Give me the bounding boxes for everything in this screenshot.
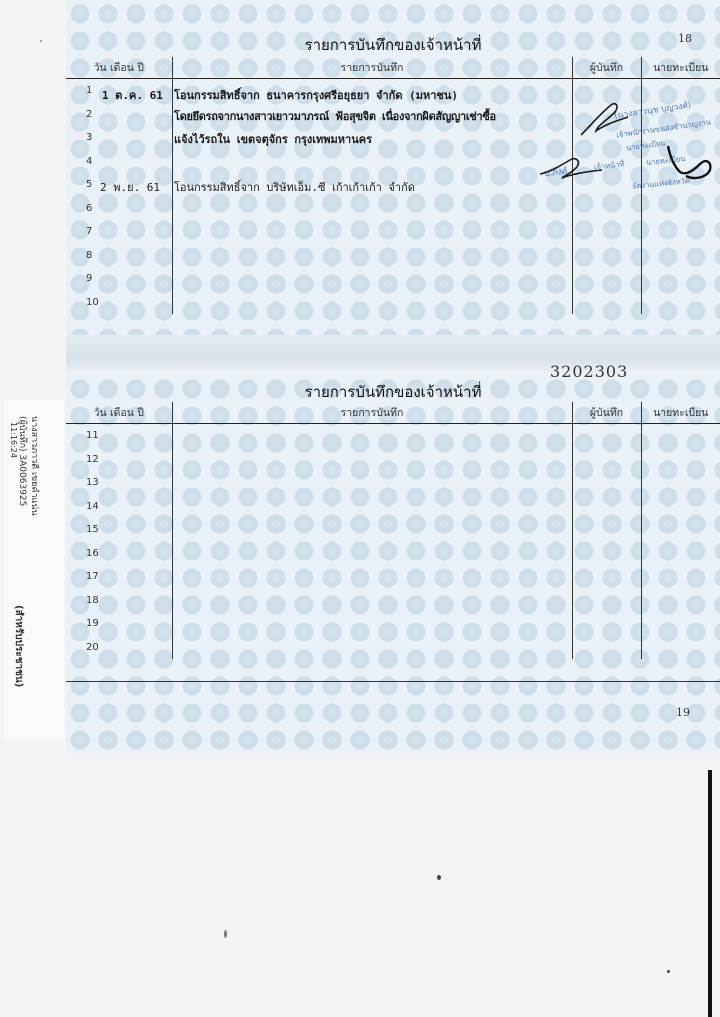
- side-note-footer: (สำหรับประชาชน): [13, 605, 24, 688]
- header-entry: รายการบันทึก: [172, 402, 572, 424]
- row-number: 9: [66, 267, 172, 291]
- table-row: [66, 220, 720, 244]
- row-number: 8: [66, 244, 172, 268]
- row-number: 12: [66, 448, 172, 472]
- scan-speck: [40, 40, 42, 42]
- side-note-recorder: (ผู้บันทึก) 3A0063925: [17, 416, 27, 507]
- signature: [536, 148, 606, 188]
- entry-date: 2 พ.ย. 61: [100, 181, 161, 194]
- table-bottom-rule: [66, 681, 720, 682]
- row-number: 20: [66, 636, 172, 660]
- register-table: [66, 402, 720, 659]
- row-number: 11: [66, 424, 172, 448]
- row-number: 19: [66, 612, 172, 636]
- table-row: [66, 565, 720, 589]
- header-overlay-number: 3202303: [550, 362, 629, 381]
- side-note-name: นางสาวภาวดี เขยคำแน่น: [29, 416, 39, 516]
- row-number: 5: [66, 173, 172, 197]
- table-row: [66, 636, 720, 660]
- header-registrar: นายทะเบียน: [641, 57, 720, 79]
- table-row: [66, 612, 720, 636]
- scan-speck: [437, 875, 441, 880]
- row-number: 1: [66, 79, 172, 103]
- table-row: [66, 542, 720, 566]
- table-row: [66, 267, 720, 291]
- table-row: [66, 244, 720, 268]
- header-registrar: นายทะเบียน: [641, 402, 720, 424]
- signature: [576, 95, 636, 145]
- table-header-row: [66, 402, 720, 424]
- table-row: [66, 495, 720, 519]
- entry-line: แจ้งไว้รถใน เขตจตุจักร กรุงเทพมหานคร: [174, 133, 373, 146]
- header-date: วัน เดือน ปี: [66, 402, 172, 424]
- entry-date: 1 ต.ค. 61: [102, 89, 163, 102]
- stamp-office: จัดงานแห่งจังหวัด: [631, 176, 691, 191]
- table-row: [66, 518, 720, 542]
- row-number: 3: [66, 126, 172, 150]
- scan-edge-bar: [708, 770, 712, 1017]
- row-number: 15: [66, 518, 172, 542]
- table-row: [66, 471, 720, 495]
- page-number: 19: [676, 706, 690, 719]
- table-row: [66, 197, 720, 221]
- stamp-registrar: นายทะเบียน: [645, 153, 686, 168]
- row-number: 7: [66, 220, 172, 244]
- page-title: รายการบันทึกของเจ้าหน้าที่: [304, 36, 482, 54]
- row-number: 6: [66, 197, 172, 221]
- row-number: 4: [66, 150, 172, 174]
- table-row: [66, 448, 720, 472]
- stamp-officer: บ.ภงศ์: [543, 166, 568, 180]
- row-number: 17: [66, 565, 172, 589]
- row-number: 14: [66, 495, 172, 519]
- stamp-name: (นางสาวนุช บุญวงศ์): [613, 100, 692, 122]
- row-number: 13: [66, 471, 172, 495]
- side-note: [4, 400, 64, 740]
- page-title: รายการบันทึกของเจ้าหน้าที่: [304, 383, 482, 401]
- entry-line: โอนกรรมสิทธิ์จาก ธนาคารกรุงศรีอยุธยา จำกัด (มหาชน): [174, 89, 458, 102]
- scan-speck: [667, 970, 670, 973]
- header-date: วัน เดือน ปี: [66, 57, 172, 79]
- header-recorder: ผู้บันทึก: [572, 402, 641, 424]
- page-number: 18: [678, 32, 692, 45]
- table-header-row: [66, 57, 720, 79]
- row-number: 2: [66, 103, 172, 127]
- header-entry: รายการบันทึก: [172, 57, 572, 79]
- signature: [660, 140, 720, 185]
- side-note-time: 11:16:24: [9, 422, 18, 458]
- table-row: [66, 291, 720, 315]
- row-number: 18: [66, 589, 172, 613]
- scan-speck: [224, 930, 227, 938]
- stamp-position: เจ้าพนักงานขนส่งชำนาญงาน: [615, 117, 712, 140]
- header-recorder: ผู้บันทึก: [572, 57, 641, 79]
- table-row: [66, 589, 720, 613]
- table-row: [66, 424, 720, 448]
- stamp-position: เจ้าหน้าที่: [593, 159, 625, 172]
- register-page-bottom: [66, 362, 720, 753]
- row-number: 10: [66, 291, 172, 315]
- register-page-top: [66, 0, 720, 375]
- stamp-registrar: นายทะเบียน: [625, 138, 666, 153]
- row-number: 16: [66, 542, 172, 566]
- entry-line: โดยยึดรถจากนางสาวเยาวมาภรณ์ ฟ้อสุขจิต เนื่องจากผิดสัญญาเช่าซื้อ: [174, 110, 496, 123]
- entry-line: โอนกรรมสิทธิ์จาก บริษัทเอ็ม.ซี เก้าเก้าเก้า จำกัด: [174, 181, 415, 194]
